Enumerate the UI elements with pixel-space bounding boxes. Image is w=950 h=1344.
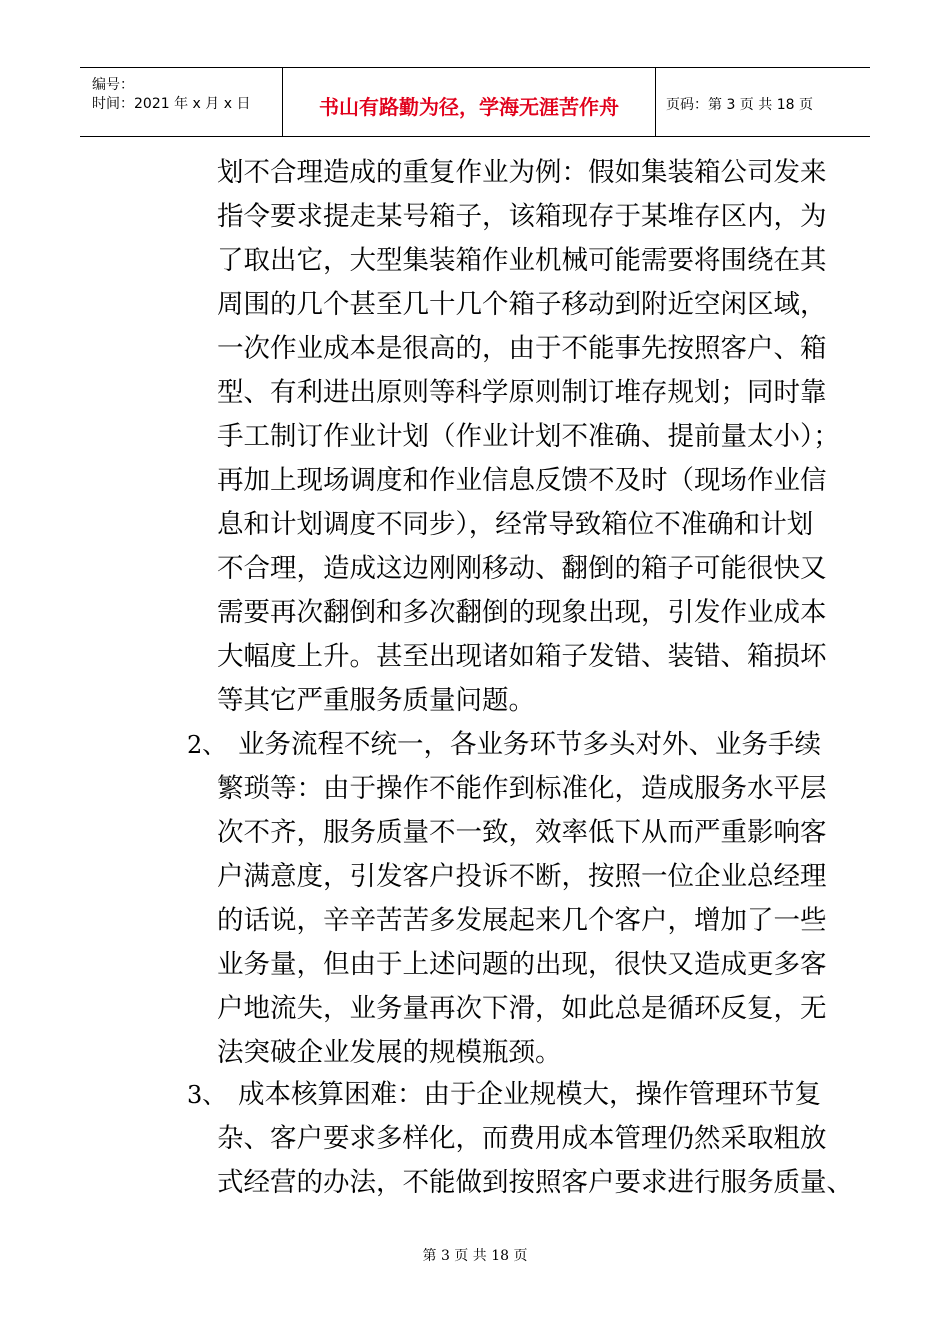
text-line: 再加上现场调度和作业信息反馈不及时（现场作业信 bbox=[217, 465, 827, 496]
page-header bbox=[80, 67, 870, 137]
text-line: 一次作业成本是很高的，由于不能事先按照客户、箱 bbox=[217, 333, 827, 364]
document-time-label: 时间：2021 年 x 月 x 日 bbox=[92, 96, 251, 112]
header-page-cell bbox=[656, 68, 870, 136]
text-line: 的话说，辛辛苦苦多发展起来几个客户，增加了一些 bbox=[217, 905, 827, 936]
text-line: 了取出它，大型集装箱作业机械可能需要将围绕在其 bbox=[217, 245, 827, 276]
text-line: 杂、客户要求多样化，而费用成本管理仍然采取粗放 bbox=[217, 1123, 827, 1154]
text-line: 息和计划调度不同步），经常导致箱位不准确和计划 bbox=[217, 509, 814, 540]
text-line: 需要再次翻倒和多次翻倒的现象出现，引发作业成本 bbox=[217, 597, 827, 628]
text-line: 划不合理造成的重复作业为例：假如集装箱公司发来 bbox=[217, 157, 827, 188]
document-number-label: 编号： bbox=[92, 77, 134, 93]
text-line: 式经营的办法，不能做到按照客户要求进行服务质量、 bbox=[217, 1167, 853, 1198]
text-line: 成本核算困难：由于企业规模大，操作管理环节复 bbox=[238, 1079, 821, 1110]
page-footer: 第 3 页 共 18 页 bbox=[422, 1248, 528, 1264]
text-line: 指令要求提走某号箱子，该箱现存于某堆存区内，为 bbox=[217, 201, 827, 232]
text-line: 繁琐等：由于操作不能作到标准化，造成服务水平层 bbox=[217, 773, 827, 804]
header-info-cell bbox=[80, 68, 283, 136]
text-line: 业务量，但由于上述问题的出现，很快又造成更多客 bbox=[217, 949, 827, 980]
text-line: 业务流程不统一，各业务环节多头对外、业务手续 bbox=[238, 729, 821, 760]
text-line: 法突破企业发展的规模瓶颈。 bbox=[217, 1037, 562, 1068]
text-line: 户满意度，引发客户投诉不断，按照一位企业总经理 bbox=[217, 861, 827, 892]
text-line: 次不齐，服务质量不一致，效率低下从而严重影响客 bbox=[217, 817, 827, 848]
text-line: 型、有利进出原则等科学原则制订堆存规划；同时靠 bbox=[217, 377, 827, 408]
text-line: 不合理，造成这边刚刚移动、翻倒的箱子可能很快又 bbox=[217, 553, 827, 584]
text-line: 户地流失，业务量再次下滑，如此总是循环反复，无 bbox=[217, 993, 827, 1024]
header-motto: 书山有路勤为径，学海无涯苦作舟 bbox=[319, 95, 619, 119]
header-motto-cell bbox=[283, 68, 656, 136]
text-line: 手工制订作业计划（作业计划不准确、提前量太小）； bbox=[217, 421, 840, 452]
text-line: 等其它严重服务质量问题。 bbox=[217, 685, 535, 716]
text-line: 大幅度上升。甚至出现诸如箱子发错、装错、箱损坏 bbox=[217, 641, 827, 672]
list-number: 3、 bbox=[187, 1081, 227, 1109]
text-line: 周围的几个甚至几十几个箱子移动到附近空闲区域， bbox=[217, 289, 827, 320]
list-number: 2、 bbox=[187, 731, 227, 759]
header-page-label: 页码：第 3 页 共 18 页 bbox=[666, 97, 813, 113]
